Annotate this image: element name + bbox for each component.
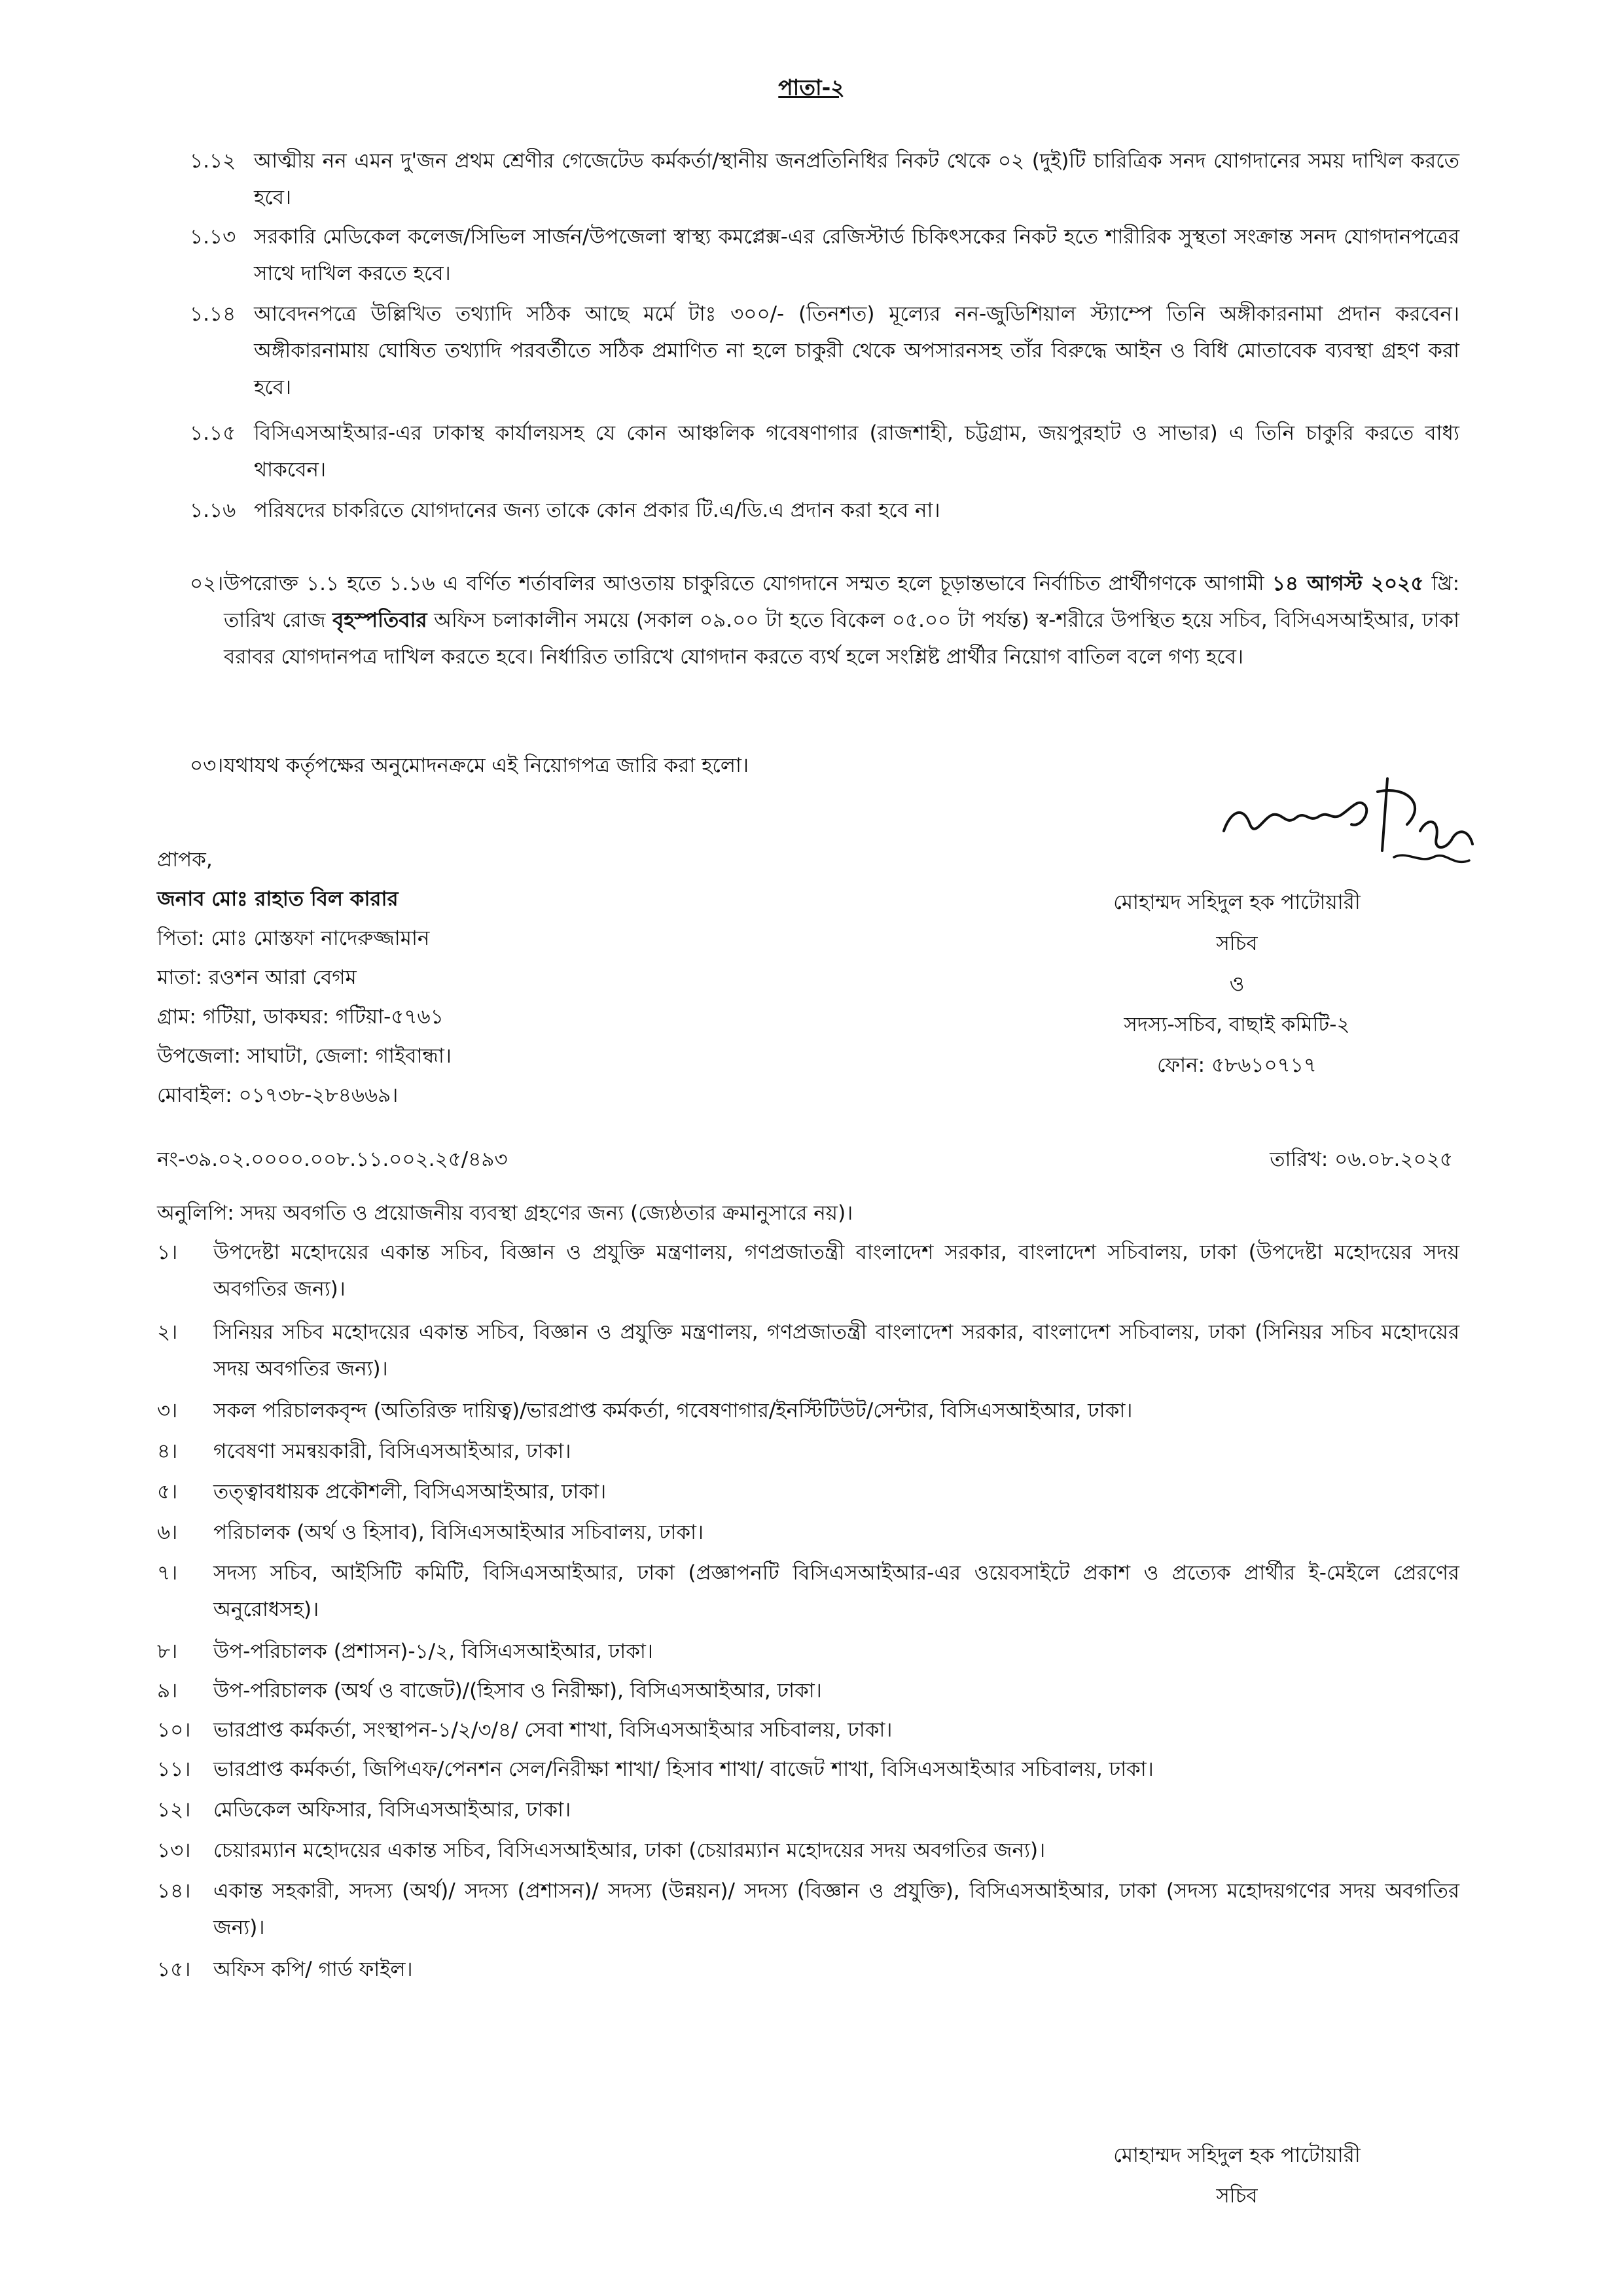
signatory-role: সদস্য-সচিব, বাছাই কমিটি-২ [1124,1013,1350,1036]
paragraph-text [224,565,1459,675]
condition-text: আত্মীয় নন এমন দু'জন প্রথম শ্রেণীর গেজেটেড কর্মকর্তা/স্থানীয় জনপ্রতিনিধির নিকট থেকে ০২ (দুই)টি চারিত্রিক সনদ যোগদানের সময় দাখিল করতে হবে। [254,149,1459,209]
cc-number: ৩। [157,1399,178,1422]
condition-number: ১.১২ [190,149,236,173]
cc-item [157,1712,1459,1748]
cc-item [157,1433,1459,1470]
cc-number: ৫। [157,1480,178,1504]
footer-signatory-name: মোহাম্মদ সহিদুল হক পাটোয়ারী [1113,2144,1361,2167]
cc-item [157,1314,1459,1387]
paragraph-02 [190,565,1459,675]
cc-text: সিনিয়র সচিব মহোদয়ের একান্ত সচিব, বিজ্ঞান ও প্রযুক্তি মন্ত্রণালয়, গণপ্রজাতন্ত্রী বাংলাদেশ সরকার, বাংলাদেশ সচিবালয়, ঢাকা (সিনিয়র সচিব মহোদয়ের সদয় অবগতির জন্য)। [213,1320,1459,1381]
paragraph-text: যথাযথ কর্তৃপক্ষের অনুমোদনক্রমে এই নিয়োগপত্র জারি করা হলো। [224,754,749,777]
recipient-mother: মাতা: রওশন আরা বেগম [157,966,357,989]
cc-item [157,1392,1459,1429]
cc-item [157,1951,1459,1988]
cc-text: ভারপ্রাপ্ত কর্মকর্তা, জিপিএফ/পেনশন সেল/নিরীক্ষা শাখা/ হিসাব শাখা/ বাজেট শাখা, বিসিএসআইআর সচিবালয়, ঢাকা। [213,1757,1154,1781]
cc-text: গবেষণা সমন্বয়কারী, বিসিএসআইআর, ঢাকা। [213,1439,571,1463]
paragraph-text-part: অফিস চলাকালীন সময়ে (সকাল ০৯.০০ টা হতে বিকেল ০৫.০০ টা পর্যন্ত) স্ব-শরীরে উপস্থিত হয়ে সচিব, বিসিএসআইআর, ঢাকা বরাবর যোগদানপত্র দাখিল করতে হবে। নির্ধারিত তারিখে যোগদান করতে ব্যর্থ হলে সংশ্লিষ্ট প্রার্থীর নিয়োগ বাতিল বলে গণ্য হবে। [224,609,1460,669]
cc-text: তত্ত্বাবধায়ক প্রকৌশলী, বিসিএসআইআর, ঢাকা। [213,1480,607,1504]
condition-text: পরিষদের চাকরিতে যোগদানের জন্য তাকে কোন প্রকার টি.এ/ডি.এ প্রদান করা হবে না। [254,499,940,522]
cc-number: ১৪। [157,1879,191,1903]
condition-number: ১.১৩ [190,225,236,249]
cc-number: ৬। [157,1521,178,1544]
cc-number: ১২। [157,1798,191,1822]
cc-text: সকল পরিচালকবৃন্দ (অতিরিক্ত দায়িত্ব)/ভারপ্রাপ্ত কর্মকর্তা, গবেষণাগার/ইনস্টিটিউট/সেন্টার, বিসিএসআইআর, ঢাকা। [213,1399,1133,1422]
condition-number: ১.১৬ [190,499,236,522]
condition-number: ১.১৫ [190,421,236,445]
cc-item [157,1751,1459,1788]
cc-item [157,1474,1459,1510]
cc-item [157,1832,1459,1869]
joining-day: বৃহস্পতিবার [332,609,427,632]
joining-date: ১৪ আগস্ট ২০২৫ [1272,572,1424,595]
signatory-title: সচিব [1216,932,1258,955]
cc-text: একান্ত সহকারী, সদস্য (অর্থ)/ সদস্য (প্রশাসন)/ সদস্য (উন্নয়ন)/ সদস্য (বিজ্ঞান ও প্রযুক্তি), বিসিএসআইআর, ঢাকা (সদস্য মহোদয়গণের সদয় অবগতির জন্য)। [213,1879,1459,1939]
cc-number: ৭। [157,1561,178,1585]
cc-item [157,1792,1459,1828]
paragraph-number: ০২। [190,572,224,595]
condition-1-14 [190,296,1459,406]
cc-item [157,1234,1459,1307]
condition-1-16 [190,492,1459,529]
cc-text: ভারপ্রাপ্ত কর্মকর্তা, সংস্থাপন-১/২/৩/৪/ সেবা শাখা, বিসিএসআইআর সচিবালয়, ঢাকা। [213,1718,893,1742]
paragraph-number: ০৩। [190,754,224,777]
memo-number: নং-৩৯.০২.০০০০.০০৮.১১.০০২.২৫/৪৯৩ [157,1148,508,1171]
cc-number: ১৫। [157,1958,191,1981]
signatory-and: ও [1229,972,1245,996]
cc-item [157,1633,1459,1670]
condition-1-12 [190,143,1459,216]
signatory-phone: ফোন: ৫৮৬১০৭১৭ [1156,1053,1317,1077]
recipient-mobile: মোবাইল: ০১৭৩৮-২৮৪৬৬৯। [157,1084,399,1107]
cc-text: উপ-পরিচালক (প্রশাসন)-১/২, বিসিএসআইআর, ঢাকা। [213,1640,653,1663]
signatory-name: মোহাম্মদ সহিদুল হক পাটোয়ারী [1113,891,1361,914]
cc-item [157,1514,1459,1551]
cc-text: উপদেষ্টা মহোদয়ের একান্ত সচিব, বিজ্ঞান ও প্রযুক্তি মন্ত্রণালয়, গণপ্রজাতন্ত্রী বাংলাদেশ সরকার, বাংলাদেশ সচিবালয়, ঢাকা (উপদেষ্টা মহোদয়ের সদয় অবগতির জন্য)। [213,1241,1459,1301]
condition-1-15 [190,415,1459,488]
cc-number: ৮। [157,1640,178,1663]
cc-number: ৯। [157,1679,178,1703]
paragraph-text-part: উপরোক্ত ১.১ হতে ১.১৬ এ বর্ণিত শর্তাবলির আওতায় চাকুরিতে যোগদানে সম্মত হলে চূড়ান্তভাবে নির্বাচিত প্রার্থীগণকে আগামী [224,572,1272,595]
cc-item [157,1672,1459,1709]
cc-number: ১৩। [157,1839,191,1862]
cc-text: মেডিকেল অফিসার, বিসিএসআইআর, ঢাকা। [213,1798,571,1822]
cc-text: চেয়ারম্যান মহোদয়ের একান্ত সচিব, বিসিএসআইআর, ঢাকা (চেয়ারম্যান মহোদয়ের সদয় অবগতির জন্য)। [213,1839,1046,1862]
recipient-label: প্রাপক, [157,848,213,872]
condition-1-13 [190,219,1459,292]
cc-item [157,1555,1459,1628]
recipient-name: জনাব মোঃ রাহাত বিল কারার [157,887,399,911]
memo-date: তারিখ: ০৬.০৮.২০২৫ [1270,1148,1453,1171]
cc-number: ১০। [157,1718,191,1742]
cc-text: অফিস কপি/ গার্ড ফাইল। [213,1958,413,1981]
cc-text: উপ-পরিচালক (অর্থ ও বাজেট)/(হিসাব ও নিরীক্ষা), বিসিএসআইআর, ঢাকা। [213,1679,822,1703]
cc-intro: অনুলিপি: সদয় অবগতি ও প্রয়োজনীয় ব্যবস্থা গ্রহণের জন্য (জ্যেষ্ঠতার ক্রমানুসারে নয়)। [157,1201,853,1225]
footer-signatory-title: সচিব [1216,2184,1258,2208]
condition-text: আবেদনপত্রে উল্লিখিত তথ্যাদি সঠিক আছে মর্মে টাঃ ৩০০/- (তিনশত) মূল্যের নন-জুডিশিয়াল স্ট্যাম্পে তিনি অঙ্গীকারনামা প্রদান করবেন। অঙ্গীকারনামায় ঘোষিত তথ্যাদি পরবর্তীতে সঠিক প্রমাণিত না হলে চাকুরী থেকে অপসারনসহ তাঁর বিরুদ্ধে আইন ও বিধি মোতাবেক ব্যবস্থা গ্রহণ করা হবে। [254,302,1459,399]
cc-number: ৪। [157,1439,178,1463]
recipient-upazila: উপজেলা: সাঘাটা, জেলা: গাইবান্ধা। [157,1044,452,1068]
recipient-village: গ্রাম: গটিয়া, ডাকঘর: গটিয়া-৫৭৬১ [157,1005,444,1029]
signature-icon [1211,752,1486,883]
page-label: পাতা-২ [778,75,845,100]
cc-item [157,1873,1459,1946]
cc-number: ১১। [157,1757,191,1781]
cc-number: ২। [157,1320,178,1344]
cc-text: সদস্য সচিব, আইসিটি কমিটি, বিসিএসআইআর, ঢাকা (প্রজ্ঞাপনটি বিসিএসআইআর-এর ওয়েবসাইটে প্রকাশ ও প্রত্যেক প্রার্থীর ই-মেইলে প্রেরণের অনুরোধসহ)। [213,1561,1459,1621]
condition-number: ১.১৪ [190,302,236,326]
paragraph-text-part: খ্রি: তারিখ রোজ [224,572,1460,632]
cc-text: পরিচালক (অর্থ ও হিসাব), বিসিএসআইআর সচিবালয়, ঢাকা। [213,1521,704,1544]
recipient-father: পিতা: মোঃ মোস্তফা নাদেরুজ্জামান [157,927,430,950]
condition-text: বিসিএসআইআর-এর ঢাকাস্থ কার্যালয়সহ যে কোন আঞ্চলিক গবেষণাগার (রাজশাহী, চট্টগ্রাম, জয়পুরহাট ও সাভার) এ তিনি চাকুরি করতে বাধ্য থাকবেন। [254,421,1459,482]
condition-text: সরকারি মেডিকেল কলেজ/সিভিল সার্জন/উপজেলা স্বাস্থ্য কমপ্লেক্স-এর রেজিস্টার্ড চিকিৎসকের নিকট হতে শারীরিক সুস্থতা সংক্রান্ত সনদ যোগদানপত্রের সাথে দাখিল করতে হবে। [254,225,1459,285]
cc-number: ১। [157,1241,178,1264]
